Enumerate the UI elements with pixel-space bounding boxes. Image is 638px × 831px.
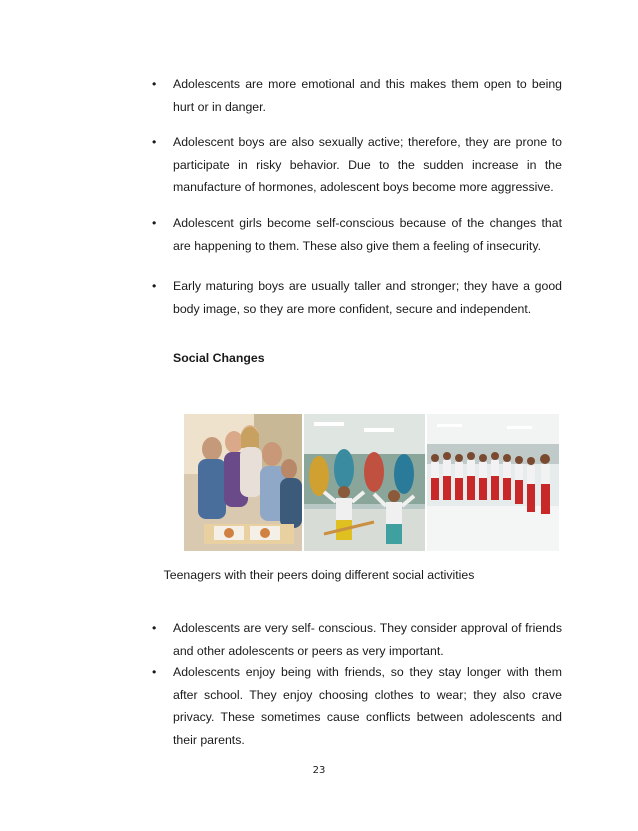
bullet-marker: • (152, 216, 157, 230)
bullet-text: Adolescents are very self- conscious. They consider approval of friends and other adolescents or peers as very important. (173, 621, 562, 658)
bullet-marker: • (152, 665, 157, 679)
page-number: 23 (312, 765, 326, 776)
bullet-text: Adolescents are more emotional and this makes them open to being hurt or in danger. (173, 77, 562, 114)
dance-performance-illustration (304, 414, 425, 551)
bullet-text: Adolescents enjoy being with friends, so they stay longer with them after school. They enjoy choosing clothes to wear; they also crave privacy. These sometimes cause conflicts between adolescents and their parents. (173, 665, 562, 747)
photo-collage (184, 414, 559, 551)
bullet-text: Adolescent girls become self-conscious because of the changes that are happening to them. These also give them a feeling of insecurity. (173, 216, 562, 253)
group-of-friends-photo (184, 414, 302, 551)
school-assembly-photo (427, 414, 559, 551)
bullet-marker: • (152, 279, 157, 293)
figure-caption: Teenagers with their peers doing different social activities (163, 568, 475, 582)
section-heading: Social Changes (173, 351, 265, 365)
bullet-text: Early maturing boys are usually taller and stronger; they have a good body image, so they are more confident, secure and independent. (173, 279, 562, 316)
bullet-marker: • (152, 621, 157, 635)
bullet-marker: • (152, 135, 157, 149)
group-of-friends-illustration (184, 414, 302, 551)
dance-performance-photo (304, 414, 425, 551)
school-assembly-illustration (427, 414, 559, 551)
bullet-marker: • (152, 77, 157, 91)
bullet-text: Adolescent boys are also sexually active; therefore, they are prone to participate in risky behavior. Due to the sudden increase in the manufacture of hormones, adolescent boys become more aggressive. (173, 135, 562, 194)
